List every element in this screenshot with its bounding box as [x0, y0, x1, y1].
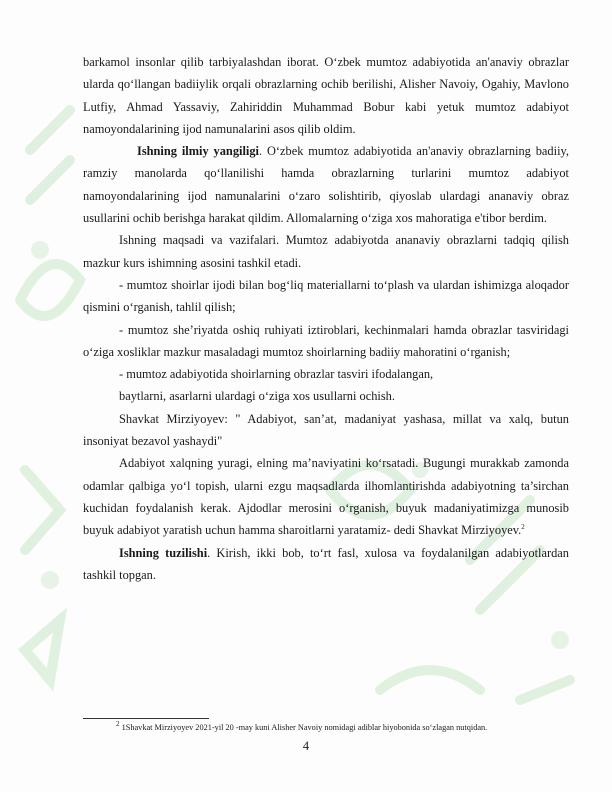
text-run: . O‘zbek mumtoz adabiyotida an'anaviy obrazlarning badiiy, ramziy manolarda qo‘llanilishi hamda obrazlarning turlarini mumtoz adabiyot namoyondalarining ijod namunalarini o‘zaro solishtirib, qiyoslab ulardagi ananaviy obraz usullarini ochib berishga harakat qildim. Allomalarning o‘ziga xos mahoratiga e'tibor berdim.: [83, 144, 570, 226]
footnote-text: 1Shavkat Mirziyoyev 2021-yil 20 -may kuni Alisher Navoiy nomidagi adiblar hiyobonida so‘zlagan nutqidan.: [119, 723, 488, 732]
text-run: barkamol insonlar qilib tarbiyalashdan iborat. O‘zbek mumtoz adabiyotida an'anaviy obrazlar ularda qo‘llangan badiiylik orqali obrazlarning ochib berilishi, Alisher Navoiy, Ogahiy, Mavlono Lutfiy, Ahmad Yassaviy, Zahiriddin Muhammad Bobur kabi yetuk mumtoz adabiyot namoyondalarining ijod namunalarini asos qilib oldim.: [83, 55, 569, 136]
bold-run: Ishning tuzilishi: [119, 545, 208, 560]
text-run: - mumtoz shoirlar ijodi bilan bog‘liq materiallarni to‘plash va ulardan ishimizga aloqador qismini o‘rganish, tahlil qilish;: [83, 277, 569, 315]
paragraph: [83, 319, 569, 364]
footnote-separator: [83, 718, 209, 719]
page-number: 4: [302, 739, 310, 753]
text-run: . Kirish, ikki bob, to‘rt fasl, xulosa va foydalanilgan adabiyotlardan tashkil topgan.: [83, 545, 569, 582]
text-run: baytlarni, asarlarni ulardagi o‘ziga xos usullarni ochish.: [119, 389, 395, 404]
paragraph: [83, 542, 569, 587]
text-run: Ishning maqsadi va vazifalari. Mumtoz adabiyotda ananaviy obrazlarni tadqiq qilish mazkur kurs ishimning asosini tashkil etadi.: [83, 233, 569, 270]
paragraph: [83, 274, 569, 319]
paragraph: [83, 408, 569, 453]
footnote-mark: 2: [116, 720, 120, 729]
footnote: [116, 720, 576, 733]
paragraph: [83, 140, 569, 229]
text-run: - mumtoz she’riyatda oshiq ruhiyati iztiroblari, kechinmalari hamda obrazlar tasviridagi o‘ziga xosliklar mazkur masaladagi mumtoz shoirlarning badiiy mahoratini o‘rganish;: [83, 322, 569, 359]
text-run: - mumtoz adabiyotida shoirlarning obrazlar tasviri ifodalangan,: [119, 367, 434, 382]
paragraph: [83, 385, 569, 407]
paragraph: [83, 51, 569, 140]
body-text: [83, 51, 569, 586]
paragraph: [83, 363, 569, 385]
text-run: Adabiyot xalqning yuragi, elning ma’naviyatini ko‘rsatadi. Bugungi murakkab zamonda odamlar qalbiga yo‘l topish, ularni ezgu maqsadlarda ilhomlantirishda adabiyotning ta’sirchan kuchidan foydalanish kerak. Ajdodlar merosini o‘rganish, buyuk madaniyatimizga munosib buyuk adabiyot yaratish uchun hamma sharoitlarni yaratamiz- dedi Shavkat Mirziyoyev.: [83, 456, 569, 538]
text-run: Shavkat Mirziyoyev: " Adabiyot, san’at, madaniyat yashasa, millat va xalq, butun insoniyat bezavol yashaydi": [83, 411, 569, 449]
paragraph: [83, 229, 569, 274]
footnote-ref: 2: [521, 523, 525, 532]
bold-run: Ishning ilmiy yangiligi: [137, 144, 259, 159]
paragraph: [83, 452, 569, 541]
